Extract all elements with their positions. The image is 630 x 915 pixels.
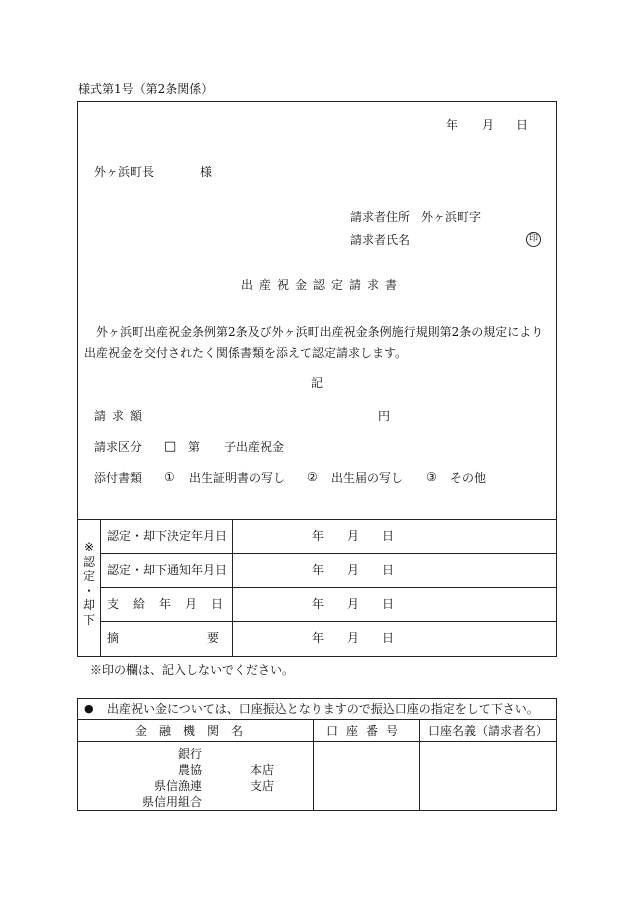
claimant-name-label: 請求者氏名 <box>350 233 411 247</box>
branch-type: 本店 <box>250 763 275 777</box>
office-row-divider <box>100 587 557 588</box>
document-title: 出産祝金認定請求書 <box>241 278 404 292</box>
office-row-year: 年 <box>312 631 325 645</box>
addressee-name: 外ヶ浜町長 <box>94 165 155 179</box>
bank-header-holder: 口座名義（請求者名） <box>427 724 548 738</box>
attachment-3-text: その他 <box>450 471 487 485</box>
office-row-year: 年 <box>312 563 325 577</box>
institution-type: 県信漁連 <box>154 779 203 793</box>
date-day-label: 日 <box>516 118 529 132</box>
office-row-day: 日 <box>382 563 395 577</box>
office-row-divider <box>100 621 557 622</box>
claimant-address-label: 請求者住所 <box>350 210 411 224</box>
form-label: 様式第1号（第2条関係） <box>78 82 214 96</box>
office-row-year: 年 <box>312 597 325 611</box>
claimant-address-value: 外ヶ浜町字 <box>421 210 482 224</box>
side-char: 下 <box>82 612 95 627</box>
claim-type-dai: 第 <box>188 440 201 454</box>
bank-header-divider <box>77 741 557 742</box>
office-side-divider <box>100 519 101 657</box>
date-year-label: 年 <box>446 118 459 132</box>
branch-type: 支店 <box>250 779 275 793</box>
bank-notice-bullet: ● <box>84 702 94 715</box>
office-row-day: 日 <box>382 597 395 611</box>
office-row-label: 認定・却下通知年月日 <box>107 563 228 577</box>
bank-header-account: 口座番号 <box>325 724 406 738</box>
attachment-1-num: ① <box>164 470 175 484</box>
claim-type-suffix: 子出産祝金 <box>224 440 285 454</box>
institution-type: 銀行 <box>178 747 203 761</box>
office-side-label <box>78 540 100 627</box>
office-row-label: 摘要 <box>107 631 308 645</box>
attachment-3-num: ③ <box>426 470 437 484</box>
side-char: 認 <box>82 554 95 569</box>
office-row-day: 日 <box>382 529 395 543</box>
attachment-1-text: 出生証明書の写し <box>189 471 286 485</box>
office-row-label: 認定・却下決定年月日 <box>107 529 228 543</box>
office-row-year: 年 <box>312 529 325 543</box>
institution-type: 農協 <box>178 763 203 777</box>
office-row-month: 月 <box>347 597 360 611</box>
office-row-month: 月 <box>347 631 360 645</box>
body-paragraph: 外ヶ浜町出産祝金条例第2条及び外ヶ浜町出産祝金条例施行規則第2条の規定により出産祝金を交付されたく関係書類を添えて認定請求します。 <box>84 325 544 360</box>
claim-type-label: 請求区分 <box>94 440 143 454</box>
seal-mark: 印 <box>526 232 541 247</box>
addressee-honorific: 様 <box>200 165 213 179</box>
bank-header-institution: 金融機関名 <box>134 724 255 738</box>
claim-amount-unit: 円 <box>378 409 391 423</box>
office-row-day: 日 <box>382 631 395 645</box>
institution-type: 県信用組合 <box>142 795 203 809</box>
office-row-label: 支給年月日 <box>107 597 238 611</box>
attachments-label: 添付書類 <box>94 471 143 485</box>
side-char: ・ <box>82 583 95 598</box>
claim-amount-label: 請求額 <box>94 409 149 423</box>
claim-type-checkbox[interactable]: □ <box>164 439 177 454</box>
ki-label: 記 <box>311 376 324 390</box>
date-month-label: 月 <box>482 118 495 132</box>
office-row-month: 月 <box>347 563 360 577</box>
note-text: ※印の欄は、記入しないでください。 <box>90 663 295 677</box>
office-row-divider <box>100 553 557 554</box>
side-char: 定 <box>82 569 95 583</box>
office-table-top-line <box>77 519 557 520</box>
attachment-2-num: ② <box>307 470 318 484</box>
side-char: ※ <box>83 540 95 554</box>
attachment-2-text: 出生届の写し <box>331 471 404 485</box>
side-char: 却 <box>82 598 95 612</box>
bank-notice: 出産祝い金については、口座振込となりますので振込口座の指定をして下さい。 <box>107 702 539 716</box>
bank-notice-divider <box>77 719 557 720</box>
office-row-month: 月 <box>347 529 360 543</box>
